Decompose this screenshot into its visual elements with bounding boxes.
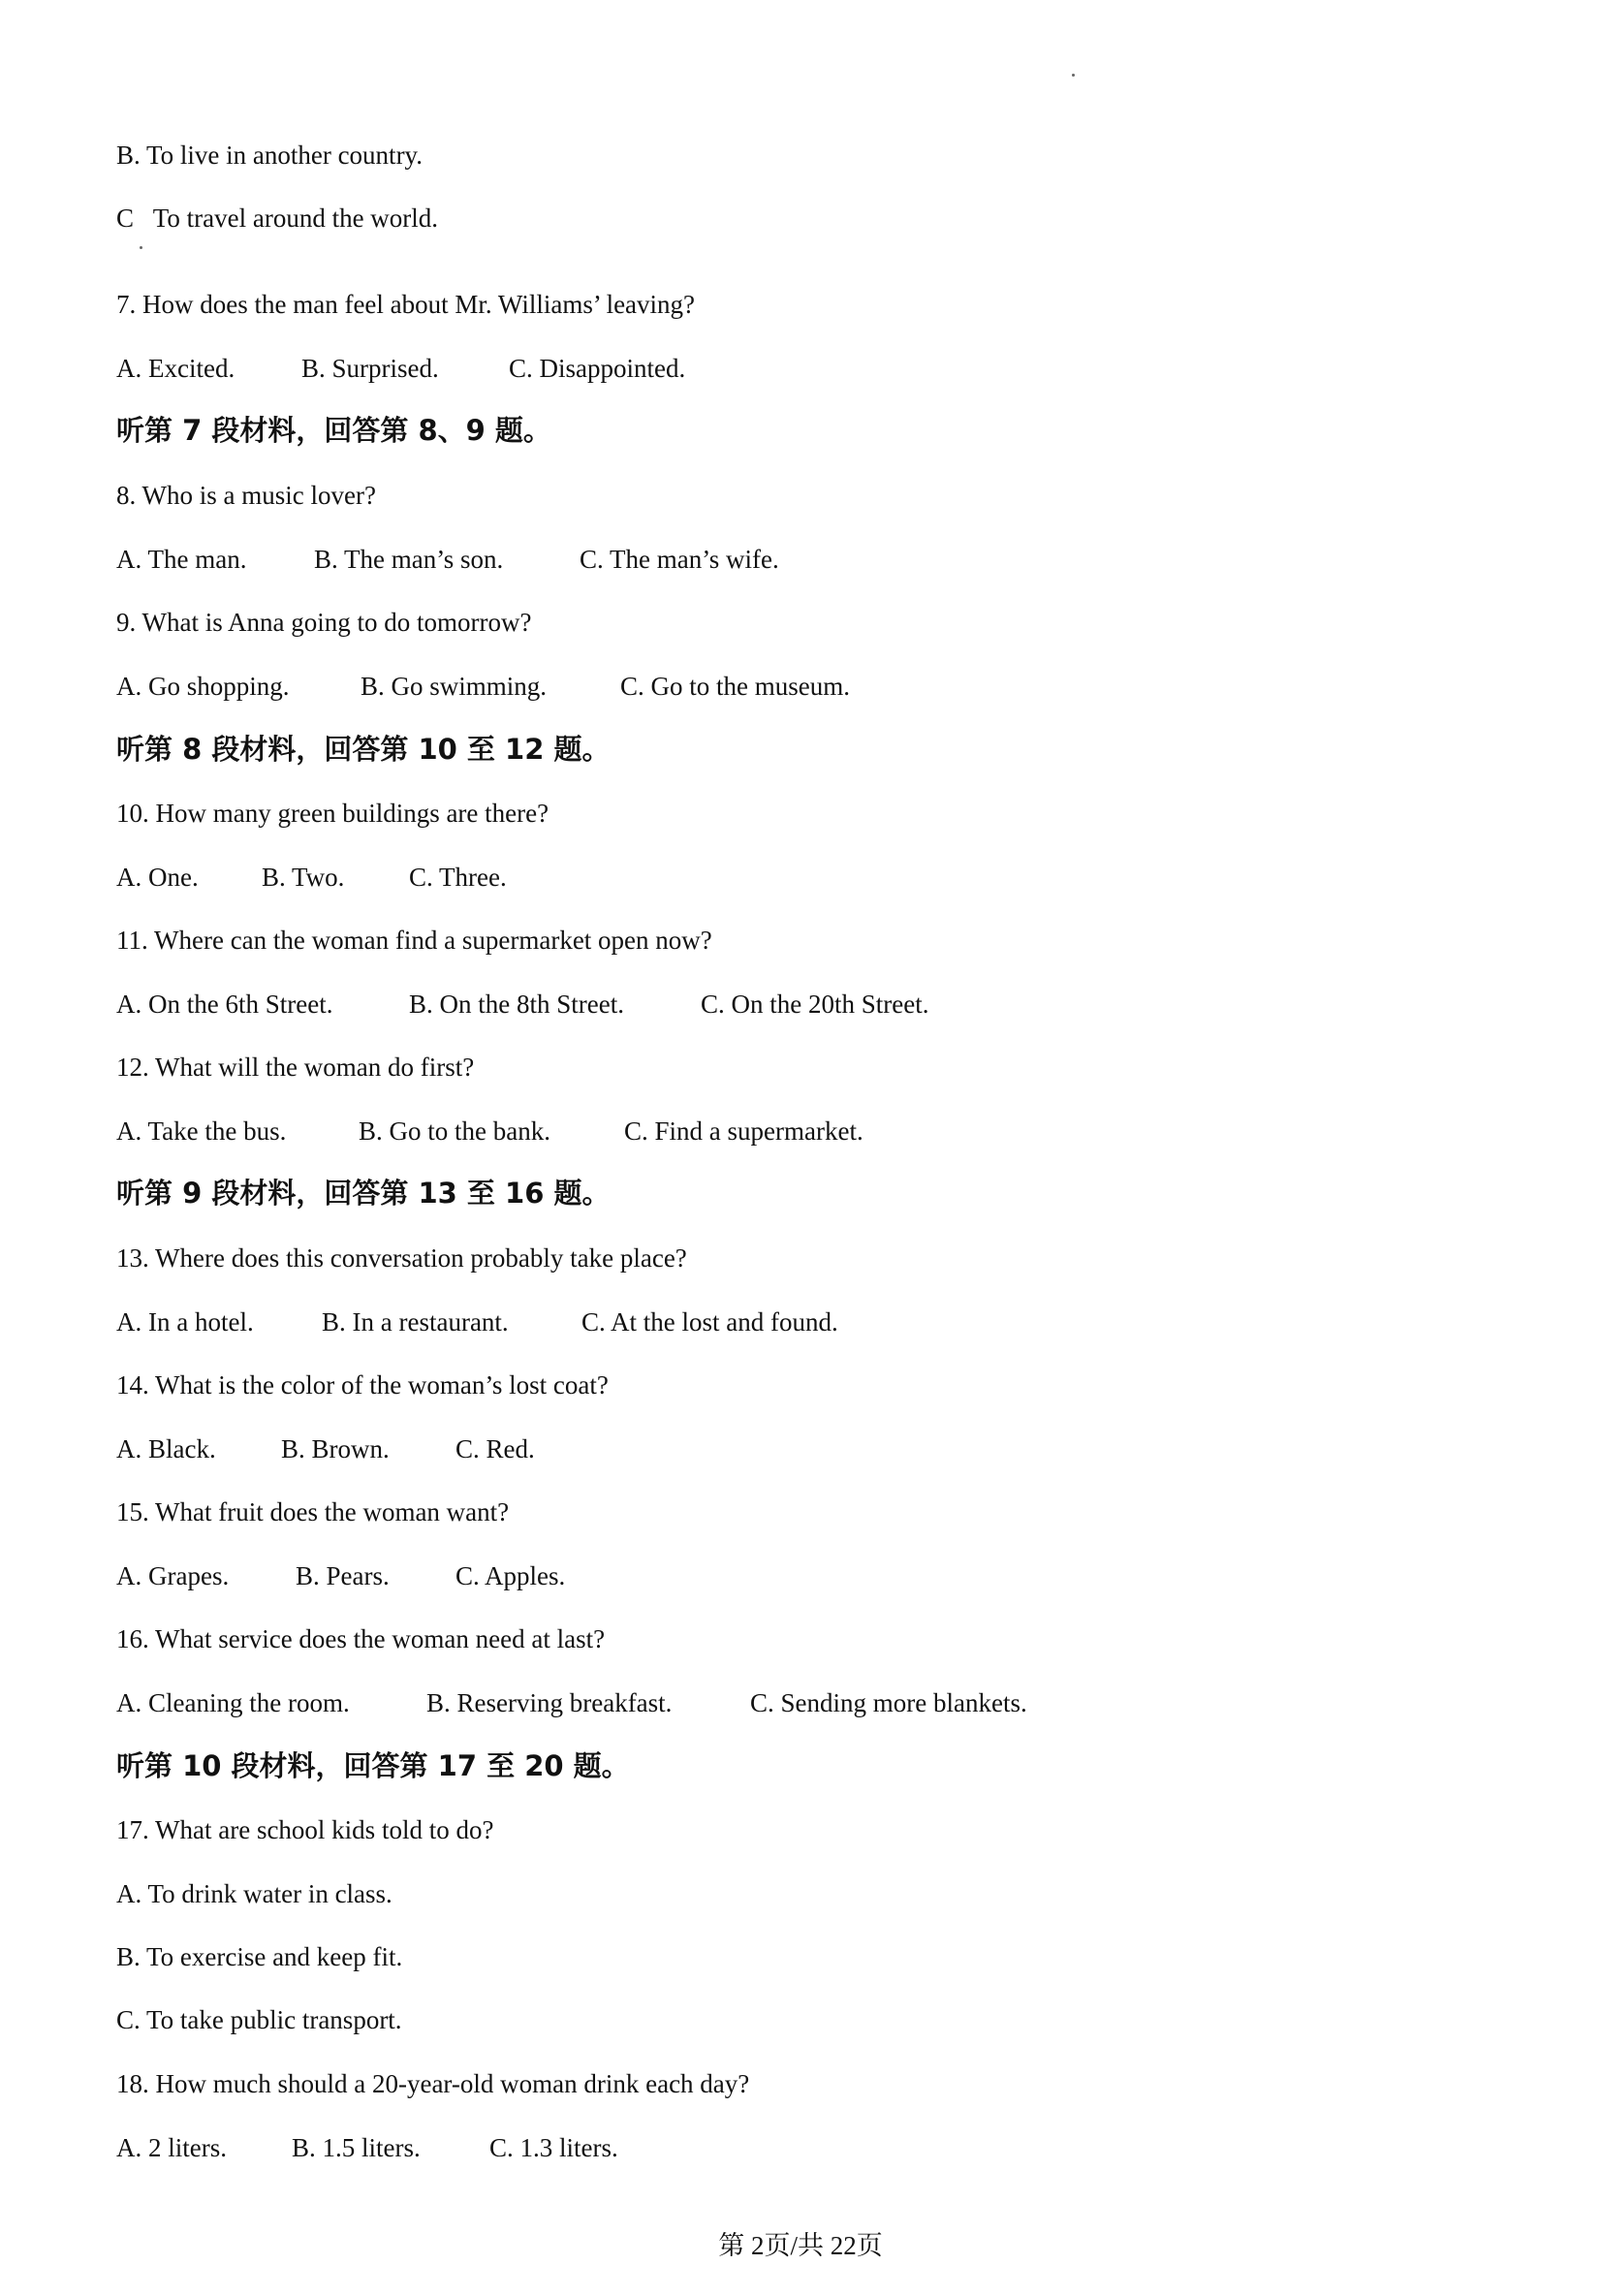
- q17-option-b: B. To exercise and keep fit.: [116, 1942, 403, 1971]
- q17-option-c: C. To take public transport.: [116, 2005, 402, 2034]
- q12-option-b: B. Go to the bank.: [359, 1117, 550, 1146]
- q8-question: 8. Who is a music lover?: [116, 481, 376, 510]
- section-8-heading: 听第 8 段材料，回答第 10 至 12 题。: [116, 733, 611, 766]
- q14-question: 14. What is the color of the woman’s lost coat?: [116, 1370, 609, 1400]
- q13-option-a: A. In a hotel.: [116, 1307, 254, 1337]
- q15-option-c: C. Apples.: [455, 1561, 566, 1590]
- q13-option-b: B. In a restaurant.: [322, 1307, 509, 1337]
- q7-question: 7. How does the man feel about Mr. Williams’ leaving?: [116, 290, 696, 319]
- q16-option-b: B. Reserving breakfast.: [426, 1688, 673, 1717]
- q18-question: 18. How much should a 20-year-old woman drink each day?: [116, 2069, 750, 2098]
- q8-option-c: C. The man’s wife.: [580, 545, 779, 574]
- q6-option-c: C To travel around the world.: [116, 204, 439, 233]
- section-9-heading: 听第 9 段材料，回答第 13 至 16 题。: [116, 1177, 611, 1210]
- q7-option-c: C. Disappointed.: [509, 354, 686, 383]
- q11-option-b: B. On the 8th Street.: [409, 990, 624, 1019]
- q10-question: 10. How many green buildings are there?: [116, 799, 549, 828]
- q10-option-b: B. Two.: [262, 863, 345, 892]
- q9-option-b: B. Go swimming.: [361, 672, 548, 701]
- q7-option-b: B. Surprised.: [301, 354, 439, 383]
- q15-option-a: A. Grapes.: [116, 1561, 230, 1590]
- q11-question: 11. Where can the woman find a supermarket open now?: [116, 926, 712, 955]
- q14-option-a: A. Black.: [116, 1434, 216, 1463]
- q18-option-a: A. 2 liters.: [116, 2133, 227, 2162]
- q18-option-b: B. 1.5 liters.: [292, 2133, 421, 2162]
- q14-option-c: C. Red.: [455, 1434, 535, 1463]
- q9-option-a: A. Go shopping.: [116, 672, 290, 701]
- q12-option-c: C. Find a supermarket.: [624, 1117, 863, 1146]
- q16-option-a: A. Cleaning the room.: [116, 1688, 350, 1717]
- q9-option-c: C. Go to the museum.: [620, 672, 850, 701]
- q18-option-c: C. 1.3 liters.: [489, 2133, 618, 2162]
- q15-question: 15. What fruit does the woman want?: [116, 1497, 510, 1526]
- scan-speck: [140, 246, 142, 249]
- q10-option-c: C. Three.: [409, 863, 507, 892]
- q10-option-a: A. One.: [116, 863, 199, 892]
- q16-question: 16. What service does the woman need at last?: [116, 1624, 606, 1653]
- q8-option-a: A. The man.: [116, 545, 247, 574]
- q13-question: 13. Where does this conversation probably take place?: [116, 1243, 687, 1273]
- q11-option-c: C. On the 20th Street.: [701, 990, 929, 1019]
- q11-option-a: A. On the 6th Street.: [116, 990, 333, 1019]
- page-number: 第 2页/共 22页: [718, 2231, 883, 2260]
- section-10-heading: 听第 10 段材料，回答第 17 至 20 题。: [116, 1749, 630, 1782]
- q17-option-a: A. To drink water in class.: [116, 1879, 392, 1908]
- section-7-heading: 听第 7 段材料，回答第 8、9 题。: [116, 414, 551, 447]
- q15-option-b: B. Pears.: [296, 1561, 390, 1590]
- q14-option-b: B. Brown.: [281, 1434, 390, 1463]
- q16-option-c: C. Sending more blankets.: [750, 1688, 1027, 1717]
- q8-option-b: B. The man’s son.: [314, 545, 504, 574]
- q18-options: [116, 2131, 618, 2296]
- q13-option-c: C. At the lost and found.: [581, 1307, 838, 1337]
- q9-question: 9. What is Anna going to do tomorrow?: [116, 608, 532, 637]
- q7-option-a: A. Excited.: [116, 354, 235, 383]
- q12-question: 12. What will the woman do first?: [116, 1053, 475, 1082]
- q6-option-b: B. To live in another country.: [116, 141, 424, 170]
- q12-option-a: A. Take the bus.: [116, 1117, 287, 1146]
- q17-question: 17. What are school kids told to do?: [116, 1815, 494, 1844]
- scan-speck: [1072, 74, 1075, 77]
